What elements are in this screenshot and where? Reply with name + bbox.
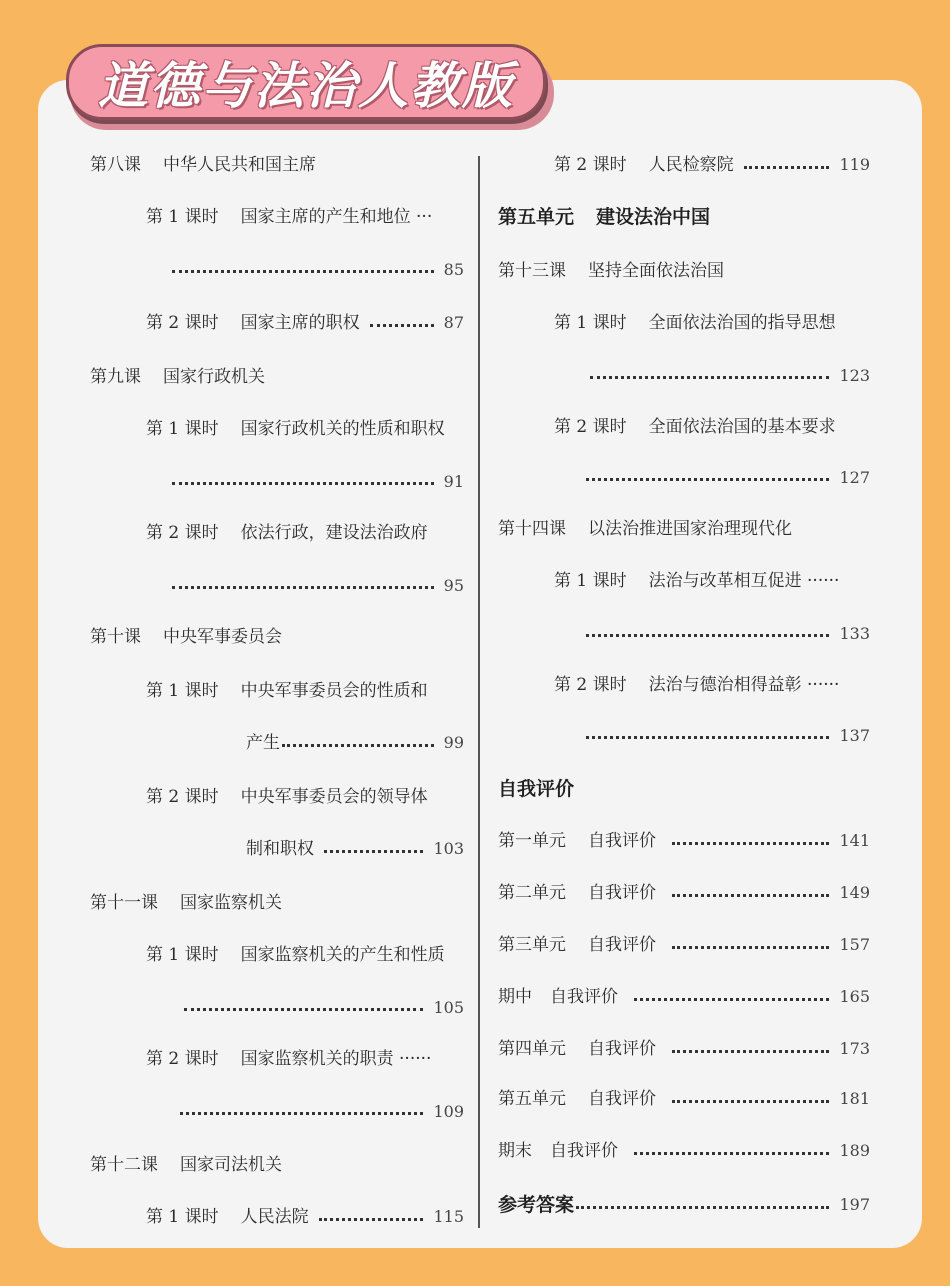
toc-lesson-14-period-1[interactable] bbox=[554, 570, 839, 592]
toc-card bbox=[38, 80, 922, 1248]
lesson-number: 第十一课 bbox=[90, 893, 158, 913]
lesson-number: 第十二课 bbox=[90, 1155, 158, 1175]
toc-answers[interactable] bbox=[498, 1194, 870, 1216]
period-title: 国家主席的产生和地位 ··· bbox=[240, 207, 433, 227]
lesson-title: 国家行政机关 bbox=[163, 367, 265, 387]
toc-leader-109 bbox=[180, 1100, 464, 1122]
period-number: 第 2 课时 bbox=[146, 787, 219, 807]
dot-leader bbox=[586, 478, 829, 481]
page-number: 137 bbox=[839, 725, 870, 745]
banner-title: 道德与法治人教版 bbox=[98, 57, 514, 115]
toc-lesson-11-period-1[interactable] bbox=[146, 944, 445, 966]
period-title: 中央军事委员会的领导体 bbox=[240, 787, 428, 807]
toc-lesson-13[interactable] bbox=[498, 260, 724, 282]
page-number: 157 bbox=[839, 935, 870, 954]
dot-leader bbox=[634, 1152, 829, 1155]
period-title: 国家行政机关的性质和职权 bbox=[240, 419, 445, 439]
page-number: 119 bbox=[839, 155, 870, 174]
lesson-title: 坚持全面依法治国 bbox=[588, 261, 724, 281]
title-banner bbox=[66, 44, 554, 132]
page-number: 127 bbox=[839, 467, 870, 487]
toc-lesson-12-period-2[interactable] bbox=[554, 154, 870, 176]
toc-lesson-13-period-1[interactable] bbox=[554, 312, 836, 334]
eval-title: 自我评价 bbox=[588, 883, 656, 903]
period-number: 第 2 课时 bbox=[554, 417, 627, 437]
page-number: 173 bbox=[839, 1039, 870, 1058]
dot-leader bbox=[576, 1206, 829, 1209]
eval-title: 自我评价 bbox=[588, 1039, 656, 1059]
dot-leader bbox=[172, 482, 434, 485]
dot-leader bbox=[744, 166, 830, 169]
toc-leader-105 bbox=[184, 996, 464, 1018]
period-number: 第 1 课时 bbox=[554, 313, 627, 333]
toc-self-eval-heading[interactable] bbox=[498, 778, 574, 800]
banner-front bbox=[66, 44, 546, 120]
period-number: 第 1 课时 bbox=[146, 207, 219, 227]
period-number: 第 1 课时 bbox=[146, 1207, 219, 1227]
toc-leader-85 bbox=[172, 258, 464, 280]
toc-lesson-8-period-2[interactable] bbox=[146, 312, 464, 334]
period-title: 中央军事委员会的性质和 bbox=[240, 681, 428, 701]
lesson-number: 第八课 bbox=[90, 155, 141, 175]
period-title: 法治与改革相互促进 ······ bbox=[648, 571, 840, 591]
lesson-title: 国家监察机关 bbox=[180, 893, 282, 913]
eval-label: 期末 bbox=[498, 1141, 532, 1161]
eval-label: 第五单元 bbox=[498, 1089, 566, 1109]
page-number: 149 bbox=[839, 883, 870, 902]
page-number: 123 bbox=[839, 365, 870, 385]
eval-title: 自我评价 bbox=[588, 1089, 656, 1109]
period-title: 依法行政，建设法治政府 bbox=[240, 523, 428, 543]
period-title: 法治与德治相得益彰 ······ bbox=[648, 675, 840, 695]
period-title: 人民检察院 bbox=[648, 155, 734, 175]
toc-leader-137 bbox=[586, 724, 870, 746]
period-number: 第 1 课时 bbox=[146, 419, 219, 439]
dot-leader bbox=[172, 270, 434, 273]
toc-lesson-12-period-1[interactable] bbox=[146, 1206, 464, 1228]
page-number: 85 bbox=[443, 259, 464, 279]
period-title: 全面依法治国的基本要求 bbox=[648, 417, 836, 437]
lesson-number: 第九课 bbox=[90, 367, 141, 387]
period-title-cont: 产生 bbox=[246, 733, 280, 753]
page-number: 165 bbox=[839, 987, 870, 1006]
period-number: 第 1 课时 bbox=[554, 571, 627, 591]
dot-leader bbox=[180, 1112, 423, 1115]
toc-lesson-12[interactable] bbox=[90, 1154, 282, 1176]
toc-eval-unit-5[interactable] bbox=[498, 1088, 870, 1110]
dot-leader bbox=[672, 894, 829, 897]
page-number: 141 bbox=[839, 831, 870, 850]
dot-leader bbox=[184, 1008, 423, 1011]
toc-leader-123 bbox=[590, 364, 870, 386]
period-number: 第 2 课时 bbox=[146, 1049, 219, 1069]
lesson-title: 国家司法机关 bbox=[180, 1155, 282, 1175]
column-divider bbox=[478, 156, 480, 1228]
toc-leader-95 bbox=[172, 574, 464, 596]
dot-leader bbox=[634, 998, 829, 1001]
section-title: 自我评价 bbox=[498, 778, 575, 800]
page-number: 95 bbox=[443, 575, 464, 595]
period-number: 第 2 课时 bbox=[554, 155, 627, 175]
page-number: 109 bbox=[433, 1101, 464, 1121]
toc-lesson-8-period-1[interactable] bbox=[146, 206, 432, 228]
eval-label: 第三单元 bbox=[498, 935, 566, 955]
eval-title: 自我评价 bbox=[550, 1141, 618, 1161]
period-title: 人民法院 bbox=[240, 1207, 309, 1227]
dot-leader bbox=[672, 1050, 829, 1053]
toc-eval-unit-1[interactable] bbox=[498, 830, 870, 852]
dot-leader bbox=[590, 376, 829, 379]
period-number: 第 1 课时 bbox=[146, 681, 219, 701]
toc-lesson-11-period-2[interactable] bbox=[146, 1048, 431, 1070]
toc-lesson-14[interactable] bbox=[498, 518, 792, 540]
toc-eval-unit-4[interactable] bbox=[498, 1038, 870, 1060]
period-number: 第 2 课时 bbox=[146, 313, 219, 333]
eval-title: 自我评价 bbox=[550, 987, 618, 1007]
answers-title: 参考答案 bbox=[498, 1194, 575, 1216]
dot-leader bbox=[370, 324, 434, 327]
eval-label: 第四单元 bbox=[498, 1039, 566, 1059]
dot-leader bbox=[672, 842, 829, 845]
unit-title: 建设法治中国 bbox=[596, 206, 711, 228]
toc-lesson-10-period-2-cont[interactable] bbox=[246, 838, 464, 860]
lesson-number: 第十三课 bbox=[498, 261, 566, 281]
dot-leader bbox=[319, 1218, 424, 1221]
page-number: 87 bbox=[443, 313, 464, 332]
page-number: 133 bbox=[839, 623, 870, 643]
toc-leader-133 bbox=[586, 622, 870, 644]
toc-lesson-11[interactable] bbox=[90, 892, 282, 914]
dot-leader bbox=[672, 946, 829, 949]
toc-lesson-14-period-2[interactable] bbox=[554, 674, 839, 696]
period-title: 国家主席的职权 bbox=[240, 313, 360, 333]
toc-leader-91 bbox=[172, 470, 464, 492]
period-title: 全面依法治国的指导思想 bbox=[648, 313, 836, 333]
period-title: 国家监察机关的职责 ······ bbox=[240, 1049, 432, 1069]
dot-leader bbox=[172, 586, 434, 589]
page-number: 115 bbox=[433, 1207, 464, 1226]
page-number: 189 bbox=[839, 1141, 870, 1160]
dot-leader bbox=[324, 850, 423, 853]
toc-leader-127 bbox=[586, 466, 870, 488]
dot-leader bbox=[672, 1100, 829, 1103]
page-number: 91 bbox=[443, 471, 464, 491]
toc-eval-unit-3[interactable] bbox=[498, 934, 870, 956]
unit-number: 第五单元 bbox=[498, 206, 575, 228]
page-number: 197 bbox=[839, 1195, 870, 1214]
eval-title: 自我评价 bbox=[588, 935, 656, 955]
period-title-cont: 制和职权 bbox=[246, 839, 314, 859]
page-number: 103 bbox=[433, 839, 464, 858]
period-number: 第 2 课时 bbox=[554, 675, 627, 695]
eval-title: 自我评价 bbox=[588, 831, 656, 851]
period-title: 国家监察机关的产生和性质 bbox=[240, 945, 445, 965]
lesson-title: 以法治推进国家治理现代化 bbox=[588, 519, 792, 539]
toc-lesson-13-period-2[interactable] bbox=[554, 416, 836, 438]
toc-eval-midterm[interactable] bbox=[498, 986, 870, 1008]
toc-eval-unit-2[interactable] bbox=[498, 882, 870, 904]
page-number: 181 bbox=[839, 1089, 870, 1108]
period-number: 第 1 课时 bbox=[146, 945, 219, 965]
lesson-number: 第十课 bbox=[90, 627, 141, 647]
toc-lesson-9-period-1[interactable] bbox=[146, 418, 445, 440]
toc-lesson-9[interactable] bbox=[90, 366, 265, 388]
page-number: 105 bbox=[433, 997, 464, 1017]
toc-lesson-10-period-1[interactable] bbox=[146, 680, 428, 702]
toc-unit-5[interactable] bbox=[498, 206, 710, 228]
toc-lesson-8[interactable] bbox=[90, 154, 316, 176]
lesson-title: 中华人民共和国主席 bbox=[163, 155, 316, 175]
dot-leader bbox=[586, 634, 829, 637]
page-number: 99 bbox=[443, 733, 464, 752]
eval-label: 第二单元 bbox=[498, 883, 566, 903]
toc-lesson-10-period-1-cont[interactable] bbox=[246, 732, 464, 754]
period-number: 第 2 课时 bbox=[146, 523, 219, 543]
eval-label: 第一单元 bbox=[498, 831, 566, 851]
dot-leader bbox=[586, 736, 829, 739]
toc-lesson-10-period-2[interactable] bbox=[146, 786, 428, 808]
lesson-number: 第十四课 bbox=[498, 519, 566, 539]
toc-lesson-9-period-2[interactable] bbox=[146, 522, 428, 544]
dot-leader bbox=[282, 744, 434, 747]
toc-lesson-10[interactable] bbox=[90, 626, 282, 648]
lesson-title: 中央军事委员会 bbox=[163, 627, 282, 647]
toc-eval-final[interactable] bbox=[498, 1140, 870, 1162]
eval-label: 期中 bbox=[498, 987, 532, 1007]
